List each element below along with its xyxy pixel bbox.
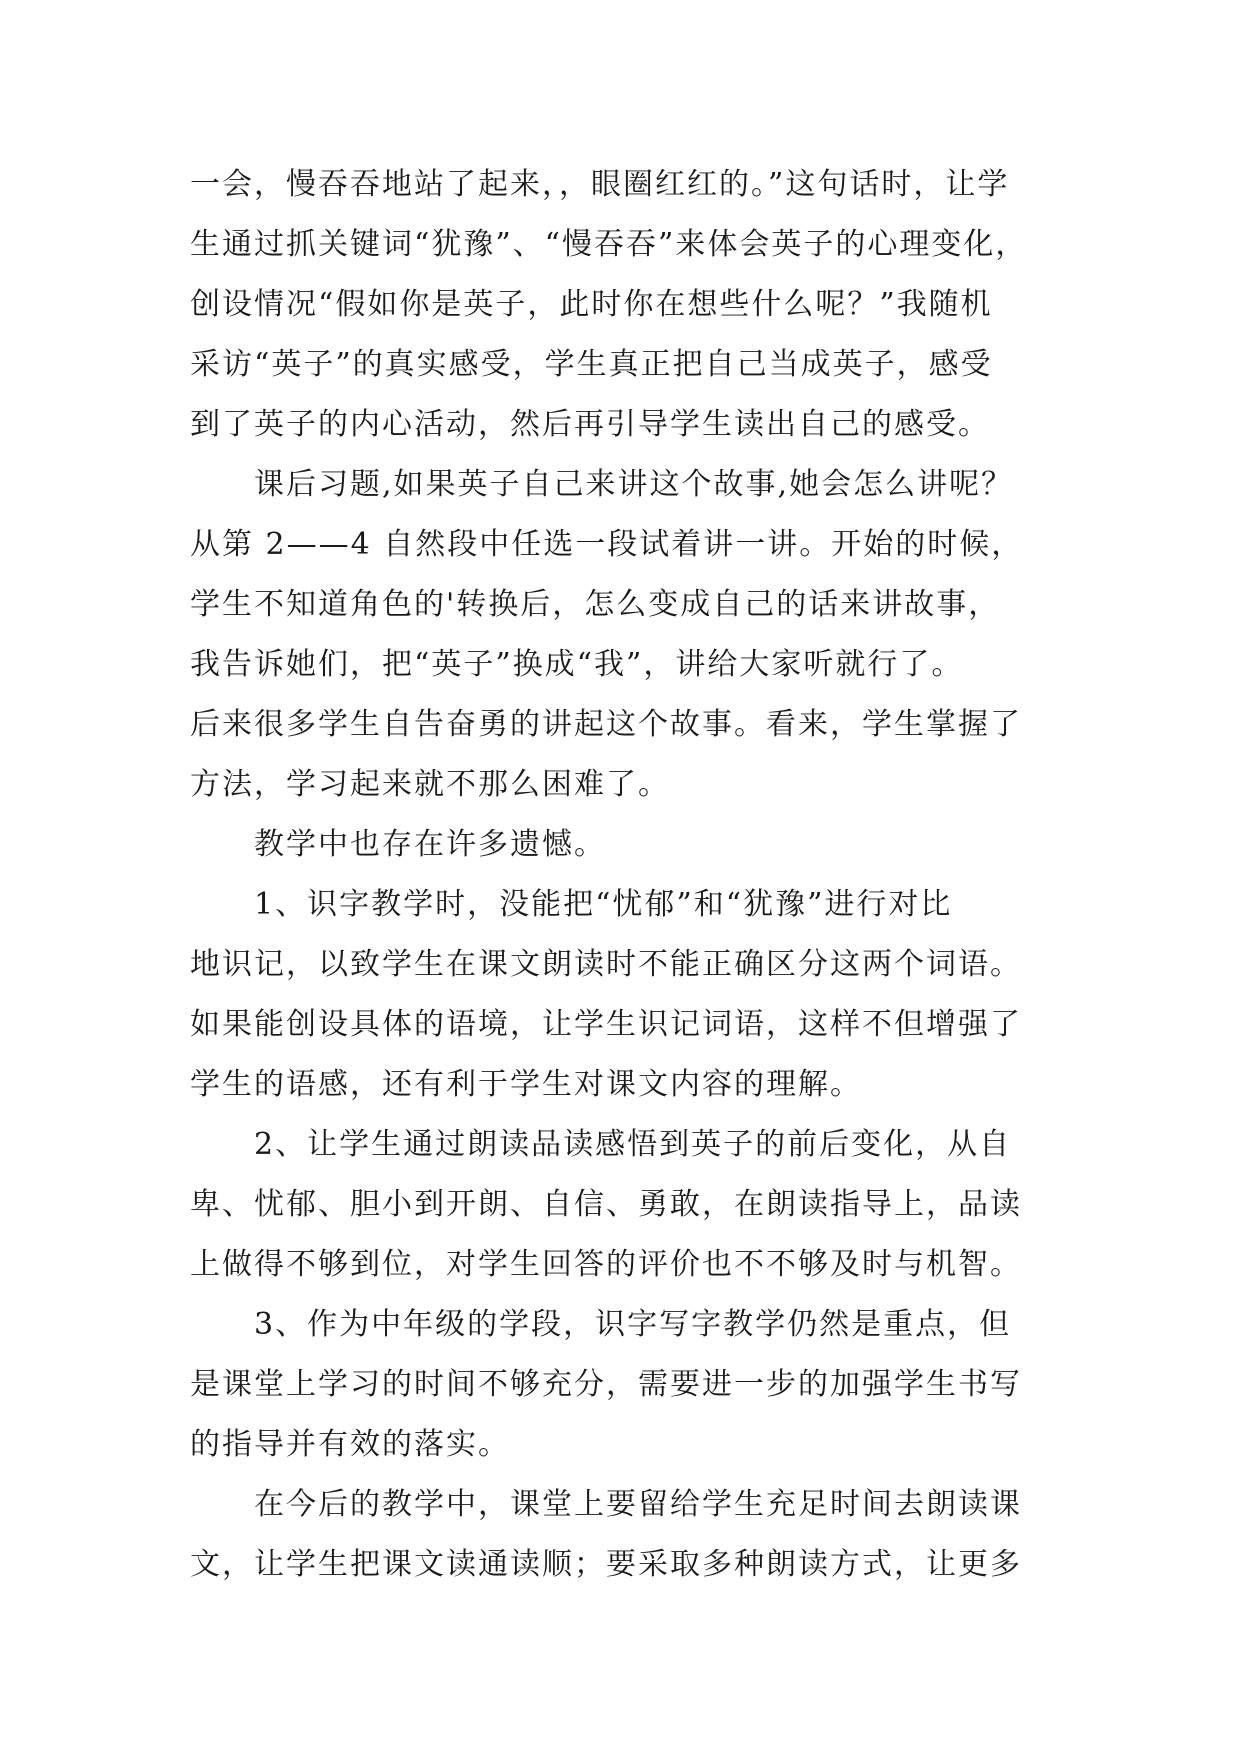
paragraph-line: 创设情况“假如你是英子，此时你在想些什么呢？”我随机 <box>190 287 993 322</box>
document-body <box>190 155 1050 1595</box>
paragraph-line: 如果能创设具体的语境，让学生识记词语，这样不但增强了 <box>190 1007 1022 1042</box>
paragraph-line: 1、识字教学时，没能把“忧郁”和“犹豫”进行对比 <box>254 887 953 922</box>
paragraph-line: 的指导并有效的落实。 <box>190 1427 510 1462</box>
paragraph-line: 卑、忧郁、胆小到开朗、自信、勇敢，在朗读指导上，品读 <box>190 1187 1022 1222</box>
paragraph-line: 后来很多学生自告奋勇的讲起这个故事。看来，学生掌握了 <box>190 707 1022 742</box>
paragraph-line: 学生的语感，还有利于学生对课文内容的理解。 <box>190 1067 862 1102</box>
paragraph-line: 采访“英子”的真实感受，学生真正把自己当成英子，感受 <box>190 347 993 382</box>
paragraph-line: 到了英子的内心活动，然后再引导学生读出自己的感受。 <box>190 407 990 442</box>
paragraph <box>190 1295 1050 1475</box>
paragraph-line: 一会，慢吞吞地站了起来，，眼圈红红的。”这句话时，让学 <box>190 167 1010 202</box>
paragraph <box>190 815 1050 875</box>
paragraph-line: 课后习题,如果英子自己来讲这个故事,她会怎么讲呢？ <box>254 467 1014 502</box>
paragraph-line: 在今后的教学中，课堂上要留给学生充足时间去朗读课 <box>254 1487 1022 1522</box>
paragraph-line: 2、让学生通过朗读品读感悟到英子的前后变化，从自 <box>254 1127 1012 1162</box>
paragraph-line: 从第 2——4 自然段中任选一段试着讲一讲。开始的时候， <box>190 527 1024 562</box>
paragraph <box>190 155 1050 455</box>
paragraph-line: 地识记，以致学生在课文朗读时不能正确区分这两个词语。 <box>190 947 1022 982</box>
paragraph-line: 我告诉她们，把“英子”换成“我”，讲给大家听就行了。 <box>190 647 964 682</box>
paragraph-line: 3、作为中年级的学段，识字写字教学仍然是重点，但 <box>254 1307 1012 1342</box>
paragraph-line: 是课堂上学习的时间不够充分，需要进一步的加强学生书写 <box>190 1367 1022 1402</box>
paragraph <box>190 455 1050 815</box>
paragraph <box>190 1115 1050 1295</box>
paragraph-line: 上做得不够到位，对学生回答的评价也不不够及时与机智。 <box>190 1247 1022 1282</box>
paragraph-line: 方法，学习起来就不那么困难了。 <box>190 767 670 802</box>
paragraph-line: 学生不知道角色的'转换后，怎么变成自己的话来讲故事， <box>190 587 1001 622</box>
paragraph-line: 生通过抓关键词“犹豫”、“慢吞吞”来体会英子的心理变化， <box>190 227 1028 262</box>
paragraph <box>190 875 1050 1115</box>
paragraph <box>190 1475 1050 1595</box>
paragraph-line: 文，让学生把课文读通读顺；要采取多种朗读方式，让更多 <box>190 1547 1022 1582</box>
paragraph-line: 教学中也存在许多遗憾。 <box>254 827 606 862</box>
